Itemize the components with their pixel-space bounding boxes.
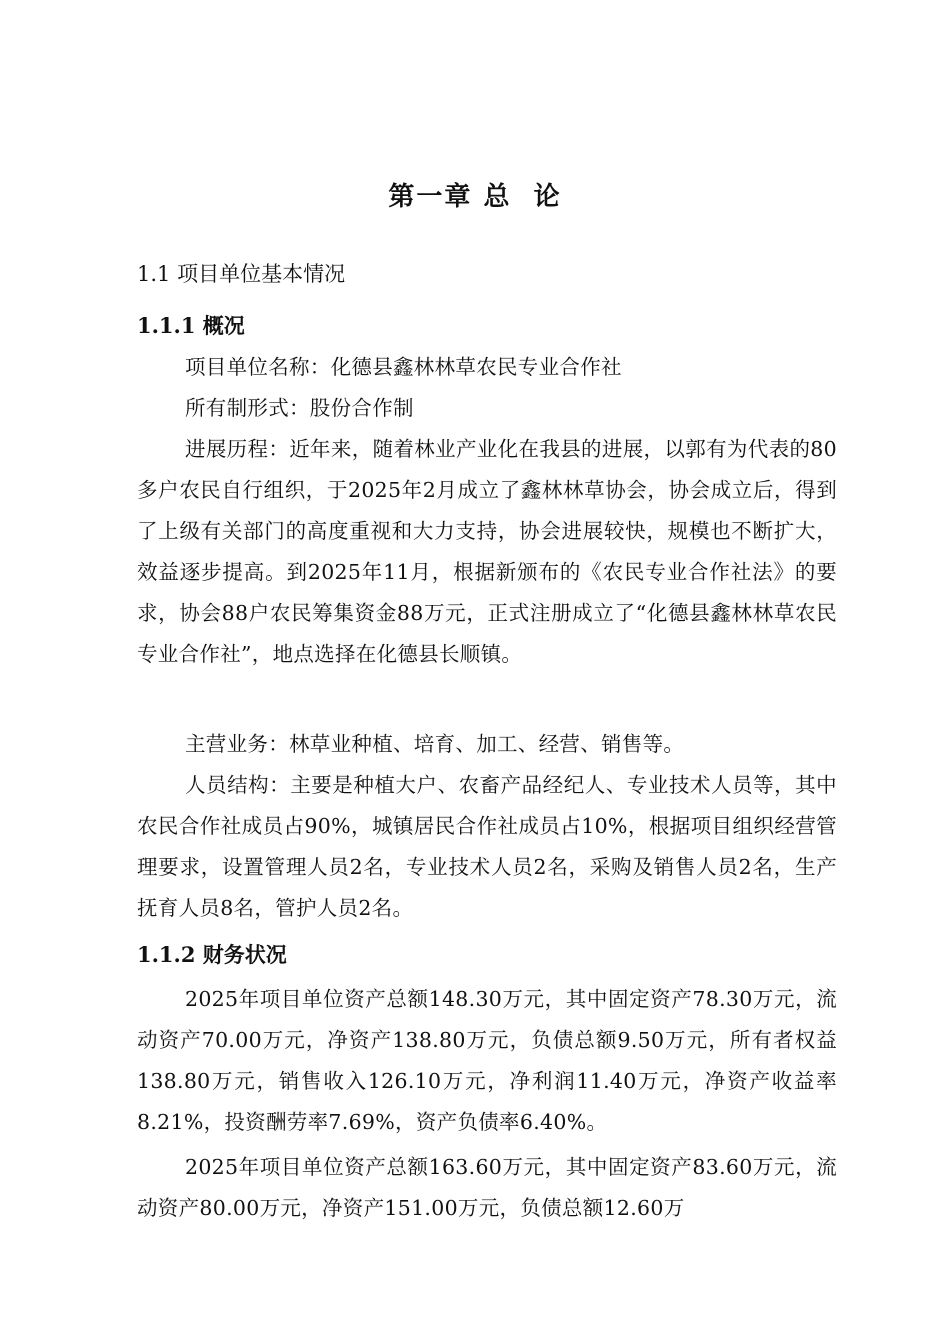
staff-paragraph: 人员结构：主要是种植大户、农畜产品经纪人、专业技术人员等，其中农民合作社成员占90%，城镇居民合作社成员占10%，根据项目组织经营管理要求，设置管理人员2名，专业技术人员2名，采购及销售人员2名，生产抚育人员8名，管护人员2名。 bbox=[137, 773, 837, 920]
section-heading-1-1: 1.1 项目单位基本情况 bbox=[137, 262, 346, 286]
finance-paragraph-2: 2025年项目单位资产总额163.60万元，其中固定资产83.60万元，流动资产80.00万元，净资产151.00万元，负债总额12.60万 bbox=[137, 1155, 837, 1220]
chapter-title: 第一章 总 论 bbox=[388, 182, 562, 212]
unit-name-paragraph: 项目单位名称：化德县鑫林林草农民专业合作社 bbox=[185, 355, 622, 379]
section-heading-1-1-1: 1.1.1 概况 bbox=[137, 313, 245, 338]
ownership-paragraph: 所有制形式：股份合作制 bbox=[185, 396, 414, 420]
section-heading-1-1-2: 1.1.2 财务状况 bbox=[137, 942, 287, 967]
business-paragraph: 主营业务：林草业种植、培育、加工、经营、销售等。 bbox=[185, 732, 685, 756]
finance-paragraph-1: 2025年项目单位资产总额148.30万元，其中固定资产78.30万元，流动资产70.00万元，净资产138.80万元，负债总额9.50万元，所有者权益138.80万元，销售收入126.10万元，净利润11.40万元，净资产收益率8.21%，投资酬劳率7.69%，资产负债率6.40%。 bbox=[137, 987, 837, 1134]
history-paragraph: 进展历程：近年来，随着林业产业化在我县的进展，以郭有为代表的80多户农民自行组织，于2025年2月成立了鑫林林草协会，协会成立后，得到了上级有关部门的高度重视和大力支持，协会进展较快，规模也不断扩大，效益逐步提高。到2025年11月，根据新颁布的《农民专业合作社法》的要求，协会88户农民筹集资金88万元，正式注册成立了“化德县鑫林林草农民专业合作社”，地点选择在化德县长顺镇。 bbox=[137, 437, 837, 666]
